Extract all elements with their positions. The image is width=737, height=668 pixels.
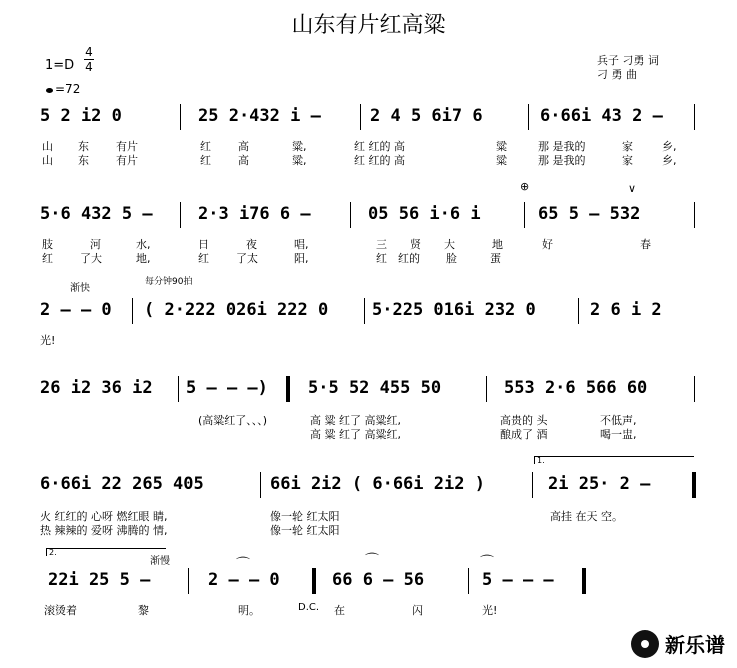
lyric: 有片 <box>116 154 138 167</box>
lyric: 闪 <box>412 604 423 617</box>
lyric: 喝一盅, <box>600 428 637 441</box>
lyric: 粱, <box>292 154 307 167</box>
lyric: 光! <box>40 334 56 347</box>
lyric: 地 <box>492 238 503 251</box>
quarter-note-icon <box>46 88 53 93</box>
lyric: 唱, <box>294 238 309 251</box>
volta-bracket: 1. <box>534 456 694 464</box>
tempo-marking <box>46 82 80 96</box>
lyric: 粱 <box>496 154 507 167</box>
tempo-change-label: 每分钟90拍 <box>145 277 193 287</box>
lyric: 乡, <box>662 154 677 167</box>
tempo-change-label: 渐快 <box>70 283 90 294</box>
score-row-5 <box>38 472 703 536</box>
lyric: 滚烫着 <box>44 604 77 617</box>
measure: 2 6 i 2 <box>590 300 662 320</box>
measure: ( 2·222 026i 222 0 <box>144 300 329 320</box>
measure: 5·6 432 5 – <box>40 204 153 224</box>
score-row-6 <box>38 568 703 616</box>
lyric: (高粱红了、、、) <box>198 414 268 427</box>
lyric: 红 <box>200 140 211 153</box>
lyric: 红 <box>42 252 53 265</box>
lyricist: 兵子 刁勇 词 <box>597 54 659 67</box>
lyric: 肢 <box>42 238 53 251</box>
lyric: 高 <box>238 154 249 167</box>
lyric: 三 <box>376 238 387 251</box>
lyric: 那 是我的 <box>538 140 586 153</box>
measure: 2i 25· 2 – <box>548 474 651 494</box>
measure: 2 4 5 6i7 6 <box>370 106 483 126</box>
measure: 6·66i 22 265 405 <box>40 474 204 494</box>
fermata-icon: ⌒ <box>480 555 494 571</box>
lyric: 红 <box>198 252 209 265</box>
measure: 5·225 016i 232 0 <box>372 300 536 320</box>
lyric: 红 红的 高 <box>354 140 405 153</box>
measure: 2 – – 0 <box>40 300 112 320</box>
lyric: 像一轮 红太阳 <box>270 524 340 537</box>
score-row-3 <box>38 298 703 346</box>
lyric: 水, <box>136 238 151 251</box>
fermata-icon: ⌒ <box>236 557 250 573</box>
lyric: 红 <box>376 252 387 265</box>
measure: 26 i2 36 i2 <box>40 378 153 398</box>
lyric: 高贵的 头 <box>500 414 548 427</box>
lyric: 夜 <box>246 238 257 251</box>
measure: 6·66i 43 2 – <box>540 106 663 126</box>
lyric: 河 <box>90 238 101 251</box>
volta-bracket: 2. <box>46 548 166 556</box>
lyric: 酿成了 酒 <box>500 428 548 441</box>
lyric: 高 粱 红了 高粱红, <box>310 428 401 441</box>
lyric: 家 <box>622 140 633 153</box>
lyric: 黎 <box>138 604 149 617</box>
lyric: 春 <box>640 238 651 251</box>
composer: 刁 勇 曲 <box>597 68 637 81</box>
lyric: 有片 <box>116 140 138 153</box>
lyric: 红 红的 高 <box>354 154 405 167</box>
time-top: 4 <box>85 45 93 59</box>
breath-mark-icon: ∨ <box>628 182 637 195</box>
measure: 5 – – –) <box>186 378 268 398</box>
site-logo <box>631 629 725 658</box>
measure: 66 6 – 56 <box>332 570 425 590</box>
dc-marking: D.C. <box>298 602 320 613</box>
lyric: 了太 <box>236 252 258 265</box>
lyric: 乡, <box>662 140 677 153</box>
lyric: 山 <box>42 154 53 167</box>
measure: 2 – – 0 <box>208 570 280 590</box>
logo-text: 新乐谱 <box>665 633 725 657</box>
lyric: 阳, <box>294 252 309 265</box>
score-row-1 <box>38 104 703 166</box>
measure: 5 – – – <box>482 570 554 590</box>
score-row-2 <box>38 202 703 264</box>
key-signature: 1=D <box>45 58 75 73</box>
lyric: 东 <box>78 154 89 167</box>
credits <box>597 54 659 82</box>
measure: 65 5 – 532 <box>538 204 641 224</box>
lyric: 蛋 <box>490 252 501 265</box>
lyric: 贤 <box>410 238 421 251</box>
tempo-change-label: 渐慢 <box>150 556 170 567</box>
lyric: 在 <box>334 604 345 617</box>
lyric: 红 <box>200 154 211 167</box>
time-signature <box>84 46 94 73</box>
lyric: 地, <box>136 252 151 265</box>
lyric: 明。 <box>238 604 260 617</box>
lyric: 高 粱 红了 高粱红, <box>310 414 401 427</box>
time-bottom: 4 <box>85 60 93 74</box>
score-row-4 <box>38 376 703 440</box>
record-disc-icon <box>631 630 659 658</box>
lyric: 高挂 在天 空。 <box>550 510 623 523</box>
segno-icon: ⊕ <box>520 180 530 193</box>
fermata-icon: ⌒ <box>365 553 379 569</box>
measure: 553 2·6 566 60 <box>504 378 648 398</box>
lyric: 东 <box>78 140 89 153</box>
lyric: 了大 <box>80 252 102 265</box>
lyric: 好 <box>542 238 553 251</box>
lyric: 火 红红的 心呀 燃红眼 睛, <box>40 510 168 523</box>
measure: 22i 25 5 – <box>48 570 151 590</box>
measure: 2·3 i76 6 – <box>198 204 311 224</box>
lyric: 日 <box>198 238 209 251</box>
lyric: 红的 <box>398 252 420 265</box>
measure: 66i 2i2 ( 6·66i 2i2 ) <box>270 474 485 494</box>
lyric: 像一轮 红太阳 <box>270 510 340 523</box>
lyric: 家 <box>622 154 633 167</box>
measure: 5 2 i2 0 <box>40 106 122 126</box>
measure: 25 2·432 i – <box>198 106 321 126</box>
lyric: 脸 <box>446 252 457 265</box>
song-title: 山东有片红高粱 <box>291 13 446 38</box>
measure: 5·5 52 455 50 <box>308 378 442 398</box>
lyric: 不低声, <box>600 414 637 427</box>
lyric: 高 <box>238 140 249 153</box>
lyric: 那 是我的 <box>538 154 586 167</box>
lyric: 光! <box>482 604 498 617</box>
measure: 05 56 i·6 i <box>368 204 481 224</box>
lyric: 山 <box>42 140 53 153</box>
lyric: 热 辣辣的 爱呀 沸腾的 情, <box>40 524 168 537</box>
lyric: 大 <box>444 238 455 251</box>
lyric: 粱, <box>292 140 307 153</box>
tempo-value: =72 <box>55 82 81 96</box>
lyric: 粱 <box>496 140 507 153</box>
